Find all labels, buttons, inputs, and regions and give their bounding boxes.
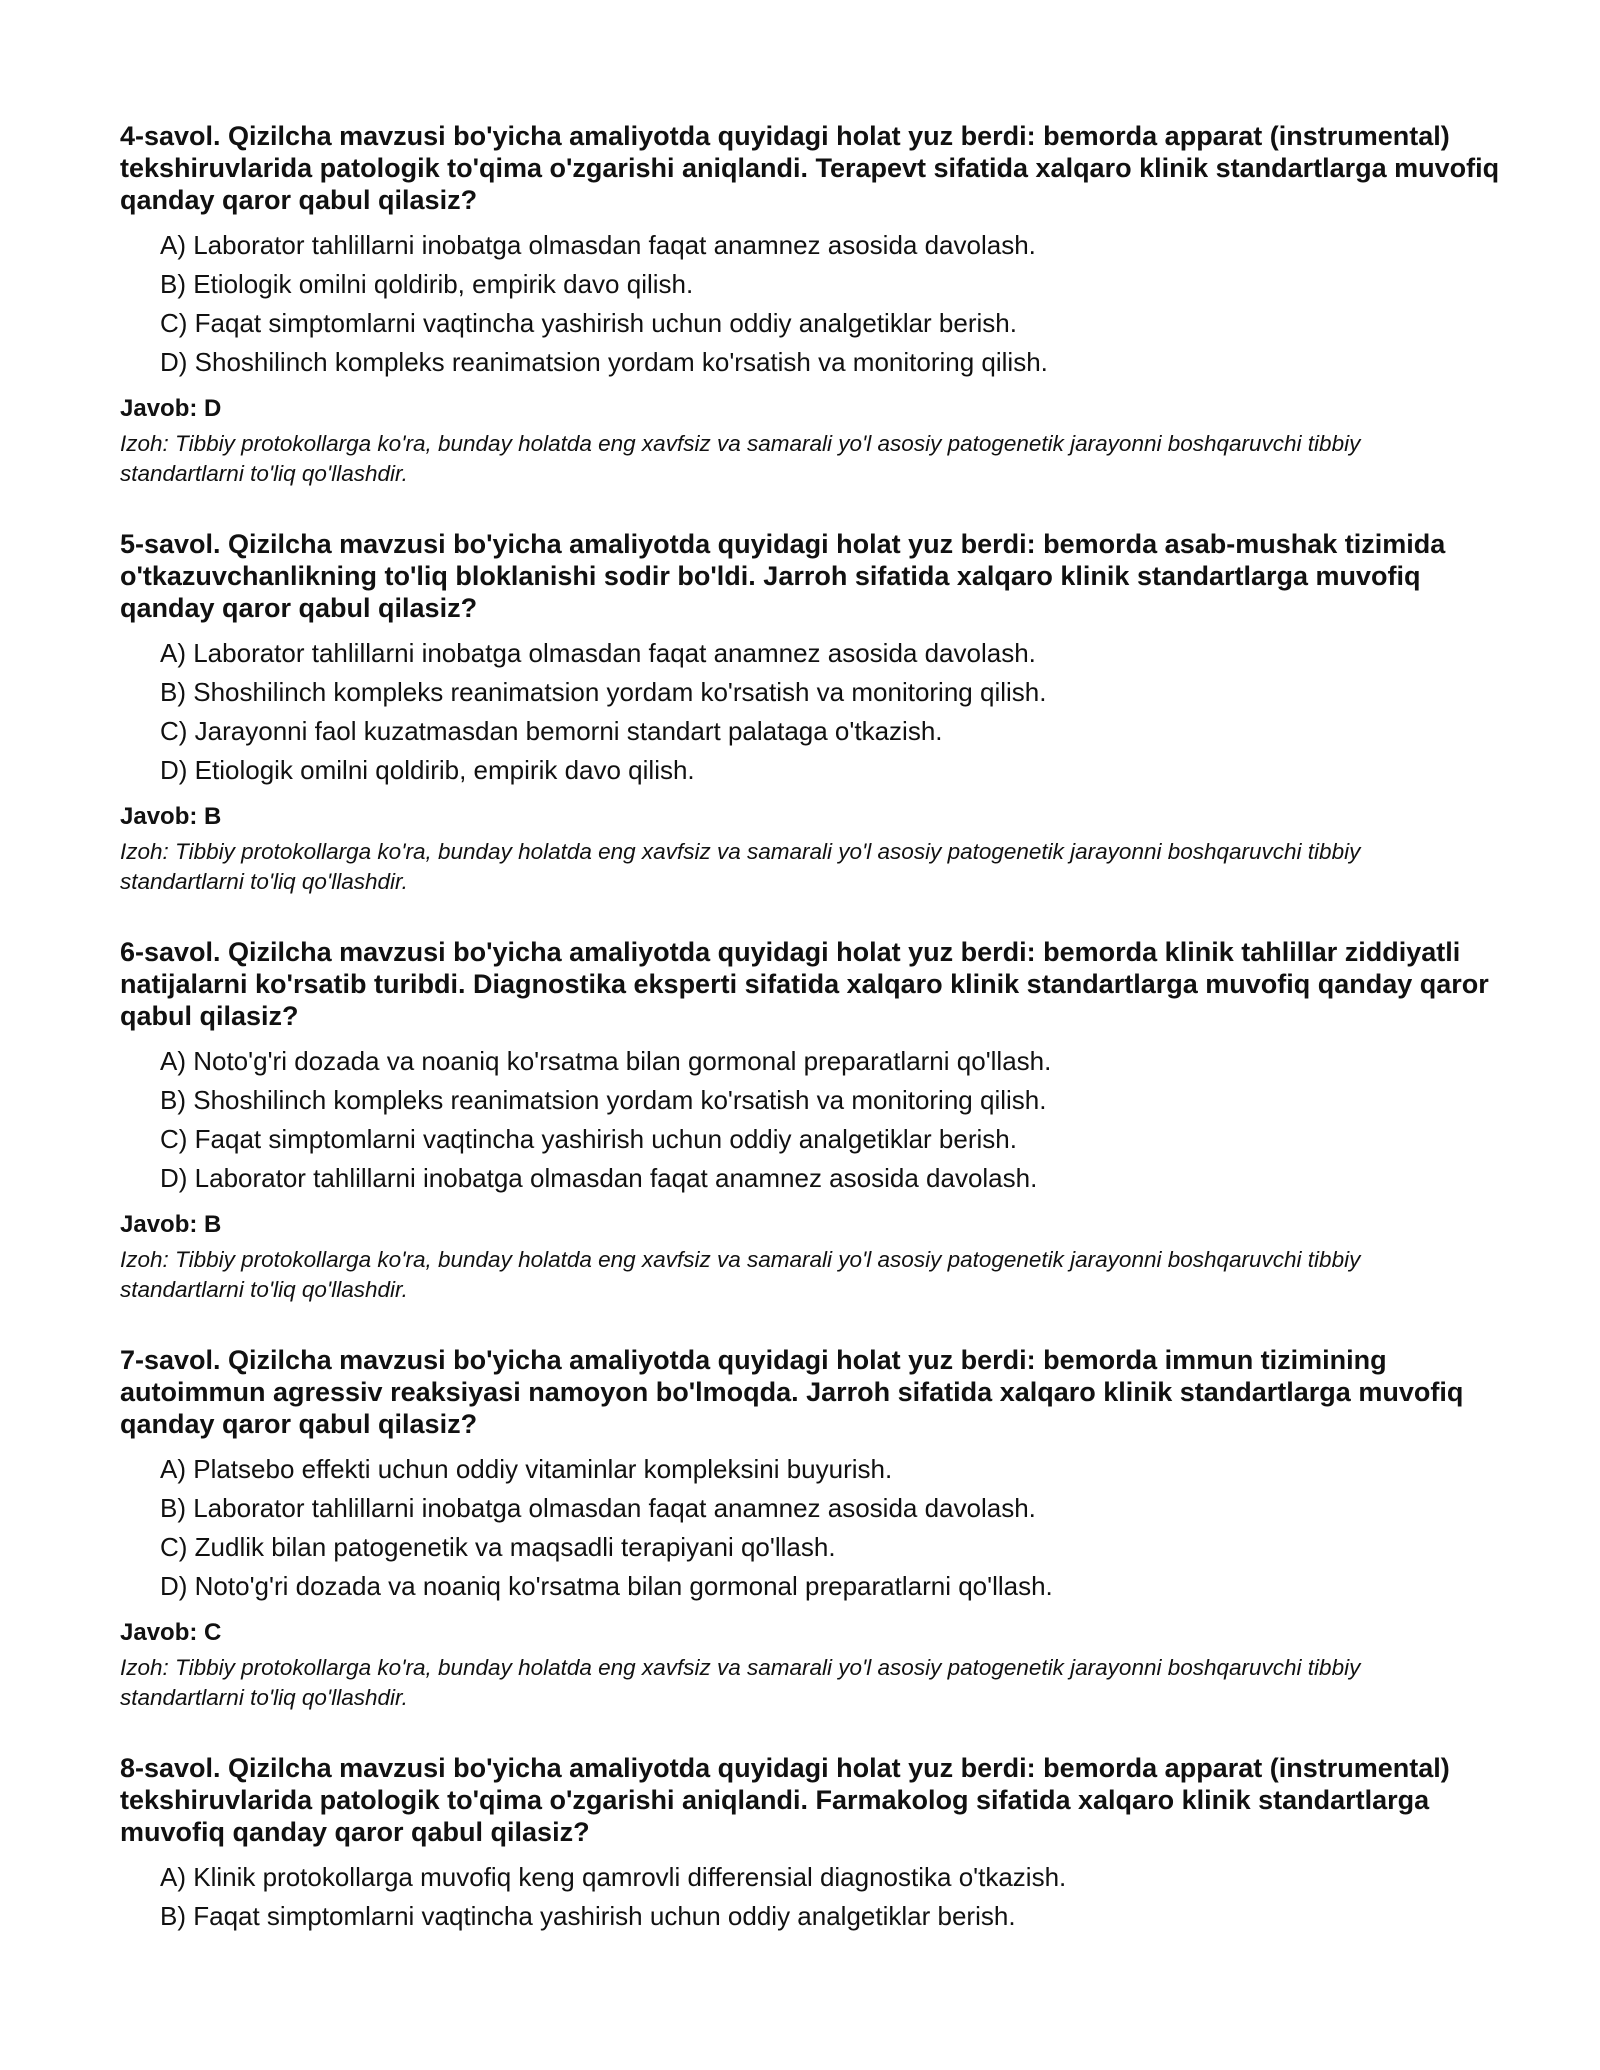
option-list [120,226,1500,382]
option-d: D) Etiologik omilni qoldirib, empirik davo qilish. [160,755,695,785]
option-list [120,1042,1500,1198]
answer-label: Javob: D [120,395,222,422]
option-b: B) Laborator tahlillarni inobatga olmasdan faqat anamnez asosida davolash. [160,1493,1036,1523]
option-a: A) Platsebo effekti uchun oddiy vitaminlar kompleksini buyurish. [160,1454,893,1484]
question-4 [120,120,1500,489]
option-b: B) Shoshilinch kompleks reanimatsion yordam ko'rsatish va monitoring qilish. [160,1085,1047,1115]
question-5 [120,528,1500,897]
option-a: A) Laborator tahlillarni inobatga olmasdan faqat anamnez asosida davolash. [160,230,1036,260]
option-d: D) Shoshilinch kompleks reanimatsion yordam ko'rsatish va monitoring qilish. [160,347,1048,377]
option-a: A) Laborator tahlillarni inobatga olmasdan faqat anamnez asosida davolash. [160,638,1036,668]
option-a: A) Noto'g'ri dozada va noaniq ko'rsatma bilan gormonal preparatlarni qo'llash. [160,1046,1052,1076]
question-title: 8-savol. Qizilcha mavzusi bo'yicha amaliyotda quyidagi holat yuz berdi: bemorda apparat (instrumental) tekshiruvlarida patologik to'qima o'zgarishi aniqlandi. Farmakolog sifatida xalqaro klinik standartlarga muvofiq qanday qaror qabul qilasiz? [120,1753,1450,1847]
option-b: B) Etiologik omilni qoldirib, empirik davo qilish. [160,269,694,299]
option-d: D) Laborator tahlillarni inobatga olmasdan faqat anamnez asosida davolash. [160,1163,1038,1193]
question-title: 6-savol. Qizilcha mavzusi bo'yicha amaliyotda quyidagi holat yuz berdi: bemorda klinik tahlillar ziddiyatli natijalarni ko'rsatib turibdi. Diagnostika eksperti sifatida xalqaro klinik standartlarga muvofiq qanday qaror qabul qilasiz? [120,937,1489,1031]
question-title: 4-savol. Qizilcha mavzusi bo'yicha amaliyotda quyidagi holat yuz berdi: bemorda apparat (instrumental) tekshiruvlarida patologik to'qima o'zgarishi aniqlandi. Terapevt sifatida xalqaro klinik standartlarga muvofiq qanday qaror qabul qilasiz? [120,121,1500,215]
explanation-note: Izoh: Tibbiy protokollarga ko'ra, bunday holatda eng xavfsiz va samarali yo'l asosiy patogenetik jarayonni boshqaruvchi tibbiy standartlarni to'liq qo'llashdir. [120,1655,1361,1710]
option-list [120,634,1500,790]
option-c: C) Faqat simptomlarni vaqtincha yashirish uchun oddiy analgetiklar berish. [160,1124,1017,1154]
explanation-note: Izoh: Tibbiy protokollarga ko'ra, bunday holatda eng xavfsiz va samarali yo'l asosiy patogenetik jarayonni boshqaruvchi tibbiy standartlarni to'liq qo'llashdir. [120,1247,1361,1302]
answer-label: Javob: C [120,1619,222,1646]
answer-label: Javob: B [120,803,222,830]
question-8 [120,1752,1500,1936]
question-7 [120,1344,1500,1713]
document-page [120,120,1500,1975]
option-d: D) Noto'g'ri dozada va noaniq ko'rsatma bilan gormonal preparatlarni qo'llash. [160,1571,1053,1601]
explanation-note: Izoh: Tibbiy protokollarga ko'ra, bunday holatda eng xavfsiz va samarali yo'l asosiy patogenetik jarayonni boshqaruvchi tibbiy standartlarni to'liq qo'llashdir. [120,839,1361,894]
option-list [120,1858,1500,1936]
explanation-note: Izoh: Tibbiy protokollarga ko'ra, bunday holatda eng xavfsiz va samarali yo'l asosiy patogenetik jarayonni boshqaruvchi tibbiy standartlarni to'liq qo'llashdir. [120,431,1361,486]
option-c: C) Jarayonni faol kuzatmasdan bemorni standart palataga o'tkazish. [160,716,943,746]
answer-label: Javob: B [120,1211,222,1238]
option-c: C) Zudlik bilan patogenetik va maqsadli terapiyani qo'llash. [160,1532,836,1562]
question-title: 7-savol. Qizilcha mavzusi bo'yicha amaliyotda quyidagi holat yuz berdi: bemorda immun tizimining autoimmun agressiv reaksiyasi namoyon bo'lmoqda. Jarroh sifatida xalqaro klinik standartlarga muvofiq qanday qaror qabul qilasiz? [120,1345,1464,1439]
option-list [120,1450,1500,1606]
option-b: B) Shoshilinch kompleks reanimatsion yordam ko'rsatish va monitoring qilish. [160,677,1047,707]
question-6 [120,936,1500,1305]
option-b: B) Faqat simptomlarni vaqtincha yashirish uchun oddiy analgetiklar berish. [160,1901,1016,1931]
question-title: 5-savol. Qizilcha mavzusi bo'yicha amaliyotda quyidagi holat yuz berdi: bemorda asab-mushak tizimida o'tkazuvchanlikning to'liq bloklanishi sodir bo'ldi. Jarroh sifatida xalqaro klinik standartlarga muvofiq qanday qaror qabul qilasiz? [120,529,1446,623]
option-c: C) Faqat simptomlarni vaqtincha yashirish uchun oddiy analgetiklar berish. [160,308,1017,338]
option-a: A) Klinik protokollarga muvofiq keng qamrovli differensial diagnostika o'tkazish. [160,1862,1067,1892]
